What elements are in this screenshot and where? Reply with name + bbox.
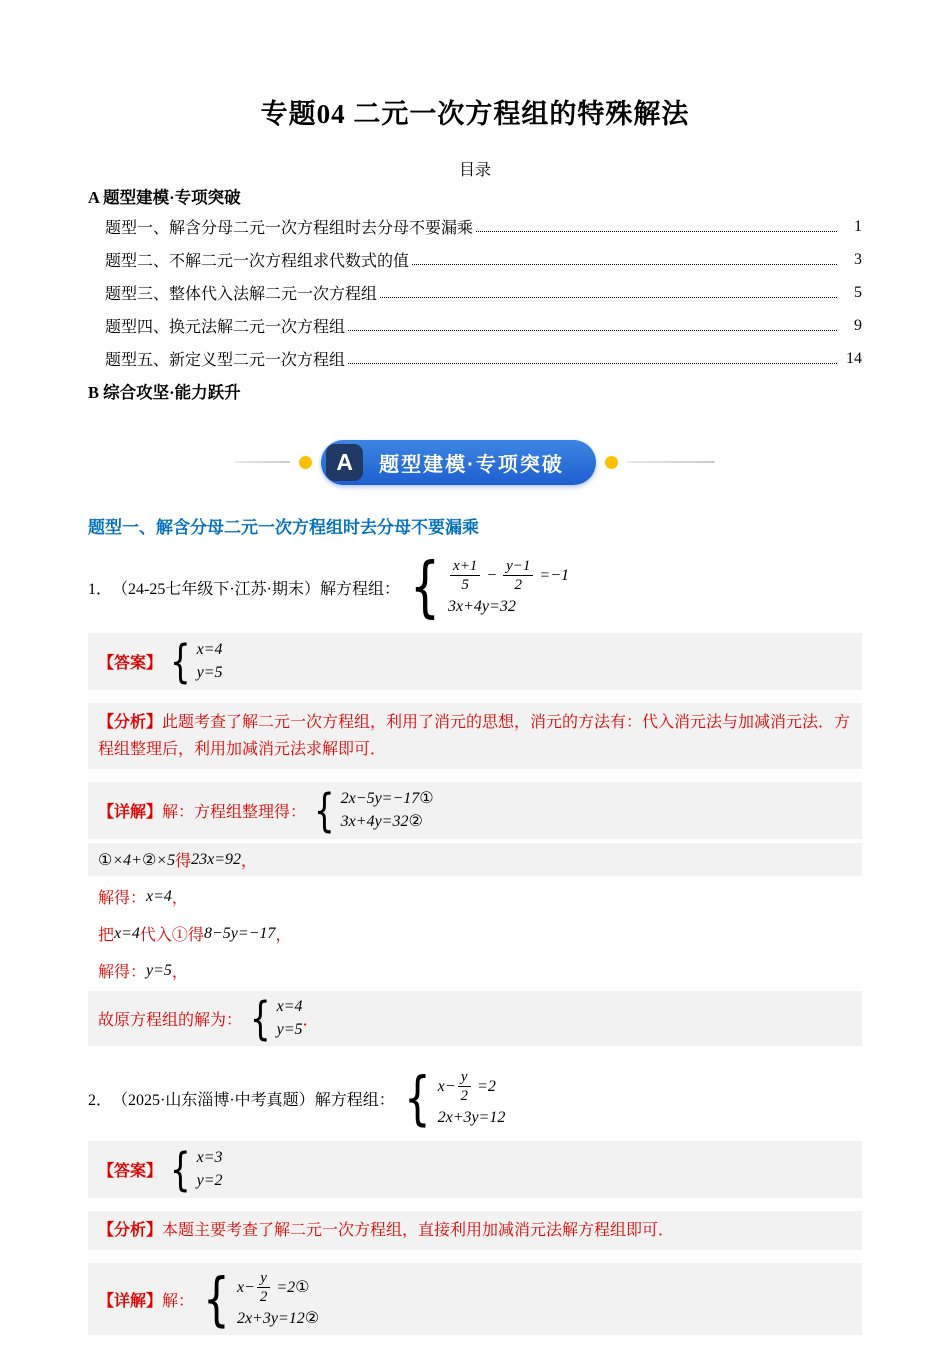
conclusion-period: ． <box>302 1012 319 1029</box>
left-brace: { <box>403 1064 431 1132</box>
equation-1-rhs: =2① <box>276 1278 310 1296</box>
toc-heading: 目录 <box>458 162 491 179</box>
solution-conclusion <box>88 991 862 1046</box>
page-title: 专题04 二元一次方程组的特殊解法 <box>260 99 690 129</box>
toc-leader-dots <box>348 330 837 331</box>
analysis-label: 【分析】 <box>98 1222 163 1239</box>
fraction-2 <box>503 557 533 594</box>
step-3-substitution: x=4 <box>114 924 140 942</box>
answer-label: 【答案】 <box>98 1163 163 1180</box>
toc-item-4[interactable] <box>105 309 862 342</box>
detail-label: 【详解】 <box>98 804 163 821</box>
equation-2: 3x+4y=32 <box>448 598 516 615</box>
minus-operator: − <box>486 566 498 584</box>
rearranged-equation-1: 2x−5y=−17① <box>340 790 434 807</box>
answer-block-2 <box>88 1141 862 1198</box>
step-2-text: 解得： <box>98 890 147 907</box>
equations-column <box>448 557 569 617</box>
solution-x: x=4 <box>276 998 303 1015</box>
step-4-result: y=5 <box>146 961 172 979</box>
fraction-1-numerator: x+1 <box>450 557 480 576</box>
step-3-comma: ， <box>275 927 292 944</box>
problem-2-source: （2025·山东淄博·中考真题） <box>112 1091 315 1109</box>
equations-column <box>341 789 434 832</box>
toc-leader-dots <box>412 264 837 265</box>
toc-item-2-page: 3 <box>854 250 862 268</box>
equations-column <box>438 1068 506 1128</box>
problem-2 <box>88 1064 862 1132</box>
analysis-text: 此题考查了解二元一次方程组，利用了消元的思想，消元的方法有：代入消元法与加减消元法．方程组整理后，利用加减消元法求解即可． <box>98 714 851 758</box>
detail-lead: 解： <box>162 1292 195 1310</box>
toc-item-5-label[interactable]: 题型五、新定义型二元一次方程组 <box>105 352 346 369</box>
equations-column <box>237 1269 319 1329</box>
answer-block-1 <box>88 633 862 690</box>
equation-1 <box>448 557 569 594</box>
fraction-1-denominator: 2 <box>460 1088 469 1104</box>
section-banner <box>88 437 862 487</box>
equation-1-rhs: =−1 <box>539 566 569 584</box>
solution-step-3 <box>88 917 862 950</box>
toc-item-5[interactable] <box>105 342 862 375</box>
left-brace: { <box>170 635 191 688</box>
rearranged-equation-2: 3x+4y=32② <box>340 813 423 830</box>
equation-1 <box>237 1269 310 1306</box>
solution-step-4 <box>88 954 862 987</box>
analysis-text: 本题主要考查了解二元一次方程组，直接利用加减消元法解方程组即可． <box>162 1222 675 1239</box>
conclusion-system <box>246 992 303 1045</box>
problem-1-equation-system <box>404 548 569 625</box>
toc-section-a: A 题型建模·专项突破 <box>88 188 241 207</box>
step-4-text: 解得： <box>98 964 147 981</box>
toc-item-1-page: 1 <box>854 217 862 235</box>
banner-pill <box>321 440 596 485</box>
step-1-comma: ， <box>241 853 258 870</box>
left-brace: { <box>170 1143 191 1196</box>
solution-step-2 <box>88 880 862 913</box>
banner-line-left <box>235 461 290 463</box>
answer-1-system <box>166 635 223 688</box>
detail-block-2 <box>88 1263 862 1335</box>
toc-item-1-label[interactable]: 题型一、解含分母二元一次方程组时去分母不要漏乘 <box>105 220 474 237</box>
equation-1 <box>438 1068 496 1105</box>
step-2-comma: ， <box>171 890 188 907</box>
fraction-1 <box>458 1068 472 1105</box>
toc-item-2-label[interactable]: 题型二、不解二元一次方程组求代数式的值 <box>105 253 410 270</box>
answer-2-system <box>166 1143 223 1196</box>
equations-column <box>197 1148 223 1191</box>
equation-1-lhs: x− <box>236 1278 255 1296</box>
toc-item-3[interactable] <box>105 276 862 309</box>
step-1-result: 23x=92 <box>191 850 241 868</box>
toc-leader-dots <box>476 231 837 232</box>
detail-lead: 解：方程组整理得： <box>162 804 307 821</box>
banner-dot-right <box>605 456 618 469</box>
banner-badge-a: A <box>326 444 363 481</box>
toc-leader-dots <box>380 297 837 298</box>
answer-label: 【答案】 <box>98 655 163 672</box>
solution-y: y=2 <box>196 1172 223 1189</box>
solution-x: x=3 <box>196 1149 223 1166</box>
toc-section-b: B 综合攻坚·能力跃升 <box>88 383 241 402</box>
analysis-block-1 <box>88 703 862 769</box>
step-1-text: 得 <box>175 853 192 870</box>
problem-1-prompt: 解方程组： <box>320 580 401 598</box>
fraction-1-numerator: y <box>257 1269 270 1288</box>
problem-1-source: （24-25七年级下·江苏·期末） <box>112 580 321 598</box>
left-brace: { <box>203 1265 230 1333</box>
fraction-1-denominator: 5 <box>461 577 469 593</box>
equation-1-rhs: =2 <box>477 1077 496 1095</box>
banner-dot-left <box>299 456 312 469</box>
analysis-label: 【分析】 <box>98 714 163 731</box>
equation-2: 2x+3y=12② <box>236 1310 320 1327</box>
fraction-1-denominator: 2 <box>259 1289 268 1305</box>
equation-2: 2x+3y=12 <box>437 1109 506 1126</box>
step-2-result: x=4 <box>146 887 172 905</box>
problem-1-number: 1． <box>88 580 113 598</box>
toc-item-3-page: 5 <box>854 283 862 301</box>
step-3-text-2: 代入①得 <box>139 927 204 944</box>
solution-y: y=5 <box>196 664 223 681</box>
step-4-comma: ， <box>171 964 188 981</box>
left-brace: { <box>314 784 335 837</box>
topic-1-heading: 题型一、解含分母二元一次方程组时去分母不要漏乘 <box>88 518 479 537</box>
conclusion-text: 故原方程组的解为： <box>98 1012 243 1029</box>
fraction-1 <box>450 557 480 594</box>
detail-label: 【详解】 <box>98 1292 163 1310</box>
toc-leader-dots <box>348 363 837 364</box>
fraction-1-numerator: y <box>458 1068 471 1087</box>
toc-item-4-label[interactable]: 题型四、换元法解二元一次方程组 <box>105 319 346 336</box>
toc-item-2[interactable] <box>105 243 862 276</box>
equations-column <box>197 640 223 683</box>
problem-2-prompt: 解方程组： <box>314 1091 395 1109</box>
detail-block-1 <box>88 782 862 839</box>
toc-item-4-page: 9 <box>854 316 862 334</box>
solution-y: y=5 <box>276 1021 303 1038</box>
left-brace: { <box>409 548 441 625</box>
step-1-operation: ①×4+②×5 <box>98 851 176 869</box>
banner-line-right <box>627 461 715 463</box>
fraction-2-numerator: y−1 <box>503 557 533 576</box>
toc-item-1[interactable] <box>105 210 862 243</box>
problem-2-equation-system <box>399 1064 506 1132</box>
analysis-block-2 <box>88 1211 862 1250</box>
solution-x: x=4 <box>196 641 223 658</box>
toc-item-5-page: 14 <box>846 349 862 367</box>
solution-step-1 <box>88 843 862 876</box>
toc-item-3-label[interactable]: 题型三、整体代入法解二元一次方程组 <box>105 286 378 303</box>
banner-label: 题型建模·专项突破 <box>379 453 564 476</box>
step-3-result: 8−5y=−17 <box>203 924 276 942</box>
problem-2-number: 2． <box>88 1091 113 1109</box>
fraction-1 <box>257 1269 271 1306</box>
fraction-2-denominator: 2 <box>514 577 522 593</box>
detail-2-system <box>198 1265 320 1333</box>
problem-1 <box>88 548 862 625</box>
detail-1-system <box>310 784 434 837</box>
left-brace: { <box>250 992 271 1045</box>
step-3-text-1: 把 <box>98 927 115 944</box>
equations-column <box>277 997 303 1040</box>
equation-1-lhs: x− <box>437 1077 456 1095</box>
